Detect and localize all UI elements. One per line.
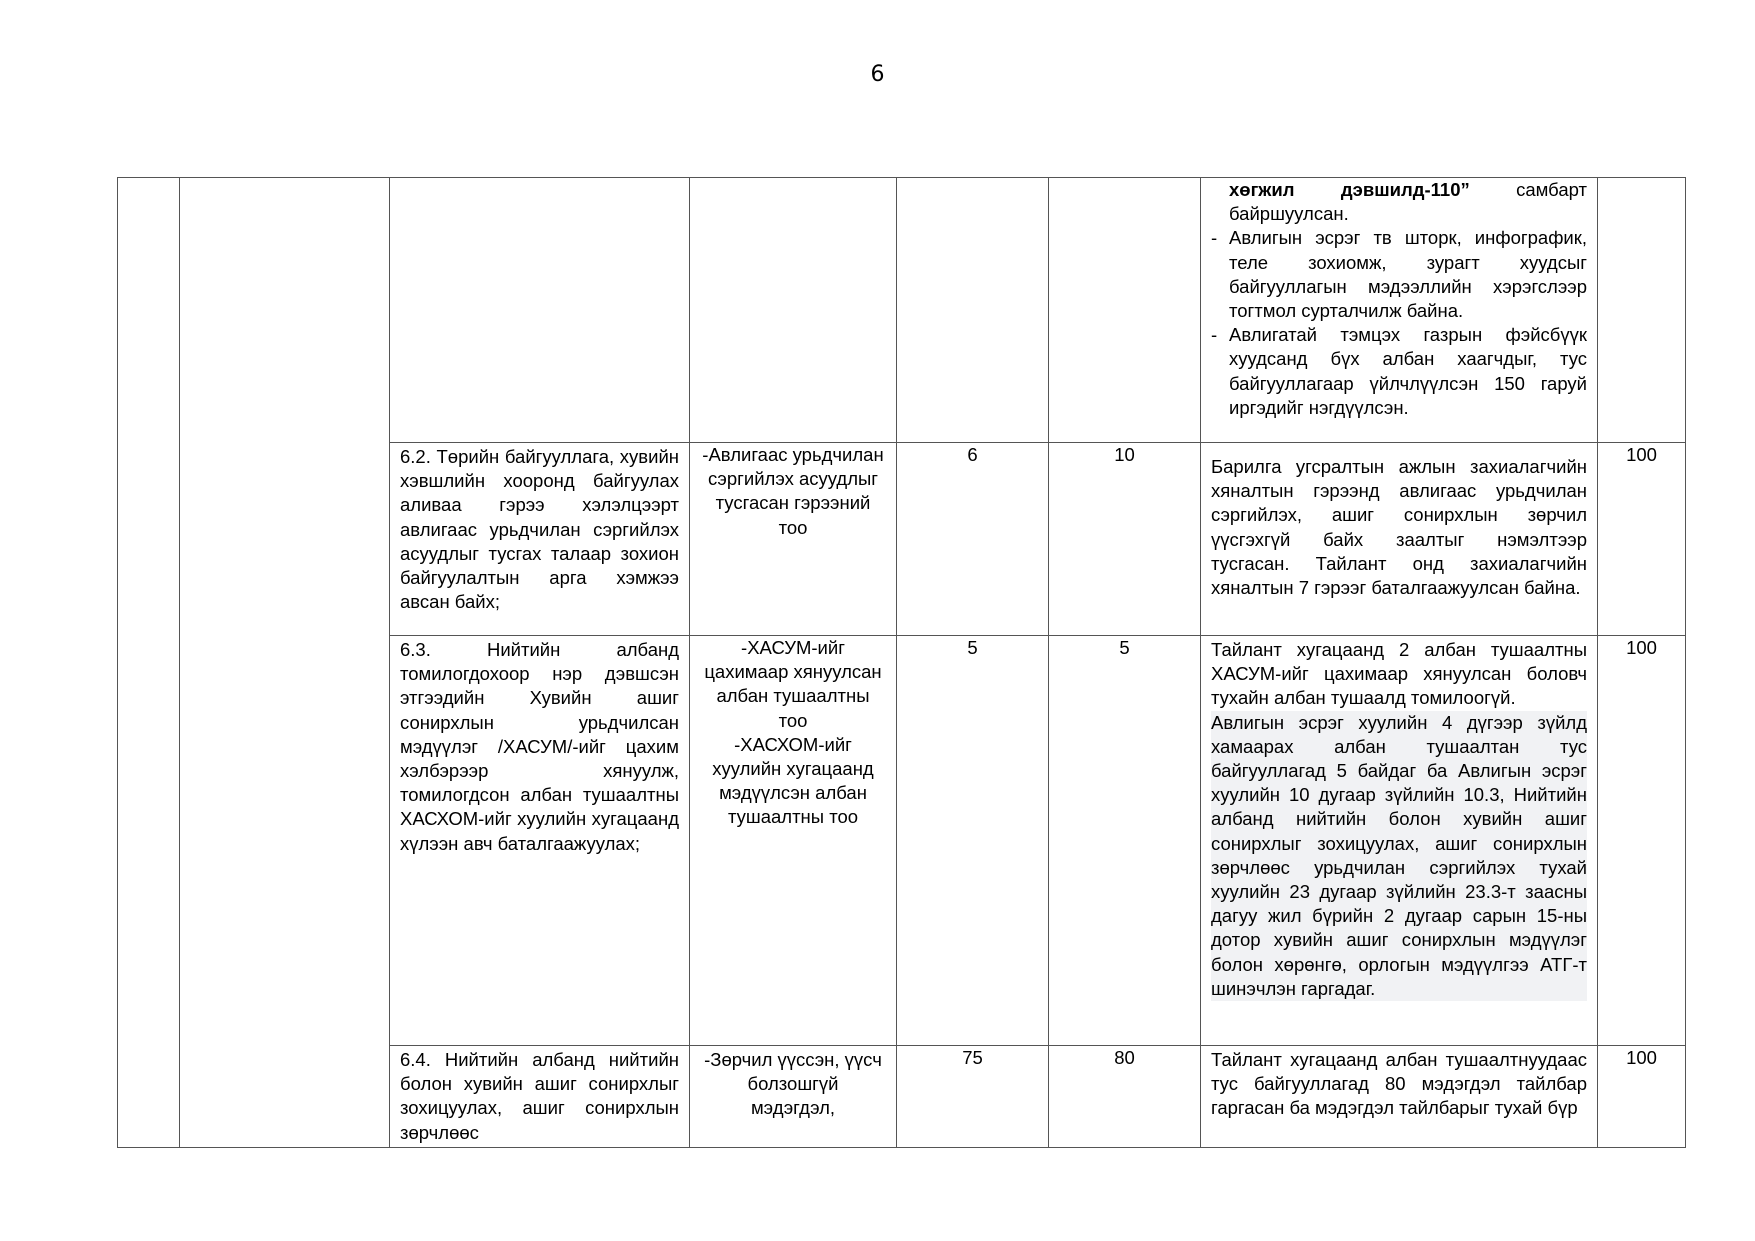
task-text: 6.2. Төрийн байгууллага, хувийн хэвшлийн хооронд байгуулах аливаа гэрээ хэлэлцээрт авлигаас урьдчилан сэргийлэх асуудлыг тусгах талаар зохион байгуулалтын арга хэмжээ авсан байх;: [400, 446, 679, 613]
percent-cell: 100: [1598, 1046, 1686, 1148]
indicator-text: -ХАСУМ-ийг цахимаар хянуулсан албан тушаалтны тоо: [704, 637, 882, 731]
percent-cell: 100: [1598, 636, 1686, 1046]
number-cell: [118, 178, 180, 1148]
bullet-text: Авлигын эсрэг тв шторк, инфографик, теле зохиомж, зурагт хуудсыг байгууллагын мэдээллийн хэрэгслээр тогтмол сурталчилж байна.: [1229, 227, 1587, 322]
target-cell: 80: [1049, 1046, 1201, 1148]
indicator-cell: [690, 636, 897, 1046]
indicator-text: -ХАСХОМ-ийг хуулийн хугацаанд мэдүүлсэн албан тушаалтны тоо: [712, 733, 874, 828]
result-lead-rest: самбарт байршуулсан.: [1229, 179, 1587, 225]
result-lead-bold: хөгжил дэвшилд-110”: [1229, 179, 1470, 200]
baseline-cell: 5: [897, 636, 1049, 1046]
percent-cell: 100: [1598, 443, 1686, 636]
target-cell: 5: [1049, 636, 1201, 1046]
result-text: Тайлант хугацаанд 2 албан тушаалтны ХАСУМ-ийг цахимаар хянуулсан боловч тухайн албан тушаалд томилоогүй.: [1211, 639, 1587, 709]
result-text: Барилга угсралтын ажлын захиалагчийн хяналтын гэрээнд авлигаас урьдчилан сэргийлэх, ашиг сонирхлын зөрчил үүсгэхгүй байх заалтыг нэмэлтээр тусгасан. Тайлант онд захиалагчийн хяналтын 7 гэрээг баталгаажуулсан байна.: [1211, 456, 1587, 599]
task-cell: [390, 443, 690, 636]
indicator-cell: [690, 178, 897, 443]
result-cell: [1201, 443, 1598, 636]
result-text: Тайлант хугацаанд албан тушаалтнуудаас тус байгууллагад 80 мэдэгдэл тайлбар гаргасан ба мэдэгдэл тайлбарыг тухай бүр: [1211, 1049, 1587, 1119]
report-table: [117, 177, 1686, 1148]
result-text-highlighted: Авлигын эсрэг хуулийн 4 дүгээр зүйлд хамаарах албан тушаалтан тус байгууллагад 5 байдаг ба Авлигын эсрэг хуулийн 10 дугаар зүйлийн 10.3, Нийтийн албанд нийтийн болон хувийн ашиг сонирхлыг зохицуулах, ашиг сонирхлын зөрчлөөс урьдчилан сэргийлэх тухай хуулийн 23 дугаар зүйлийн 23.3-т заасны дагуу жил бүрийн 2 дугаар сарын 15-ны дотор хувийн ашиг сонирхлын мэдүүлэг болон хөрөнгө, орлогын мэдүүлгээ АТГ-т шинэчлэн гаргадаг.: [1211, 711, 1587, 1001]
baseline-cell: 75: [897, 1046, 1049, 1148]
indicator-cell: [690, 443, 897, 636]
table-row: [118, 178, 1686, 443]
result-cell: [1201, 178, 1598, 443]
target-cell: [1049, 178, 1201, 443]
result-cell: [1201, 1046, 1598, 1148]
target-cell: 10: [1049, 443, 1201, 636]
result-cell: [1201, 636, 1598, 1046]
baseline-cell: [897, 178, 1049, 443]
page-number: 6: [870, 62, 885, 87]
bullet-text: Авлигатай тэмцэх газрын фэйсбүүк хуудсанд бүх албан хаагчдыг, тус байгууллагаар үйлчлүүлсэн 150 гаруй иргэдийг нэгдүүлсэн.: [1229, 324, 1587, 418]
task-text: 6.3. Нийтийн албанд томилогдохоор нэр дэвшсэн этгээдийн Хувийн ашиг сонирхлын урьдчилсан мэдүүлэг /ХАСУМ/-ийг цахим хэлбэрээр хянуулж, томилогдсон албан тушаалтны ХАСХОМ-ийг хуулийн хугацаанд хүлээн авч баталгаажуулах;: [400, 639, 679, 854]
indicator-text: -Авлигаас урьдчилан сэргийлэх асуудлыг тусгасан гэрээний тоо: [702, 444, 884, 538]
indicator-cell: [690, 1046, 897, 1148]
list-item: [1211, 226, 1587, 323]
bullet-dash: -: [1211, 227, 1218, 249]
task-cell: [390, 636, 690, 1046]
baseline-cell: 6: [897, 443, 1049, 636]
goal-cell: [180, 178, 390, 1148]
result-lead: [1211, 178, 1587, 226]
task-cell: [390, 178, 690, 443]
indicator-text: -Зөрчил үүссэн, үүсч болзошгүй мэдэгдэл,: [704, 1049, 882, 1119]
list-item: [1211, 323, 1587, 420]
percent-cell: [1598, 178, 1686, 443]
task-cell: [390, 1046, 690, 1148]
bullet-dash: -: [1211, 324, 1218, 346]
task-text: 6.4. Нийтийн албанд нийтийн болон хувийн ашиг сонирхлыг зохицуулах, ашиг сонирхлын зөрчлөөс: [400, 1049, 679, 1143]
